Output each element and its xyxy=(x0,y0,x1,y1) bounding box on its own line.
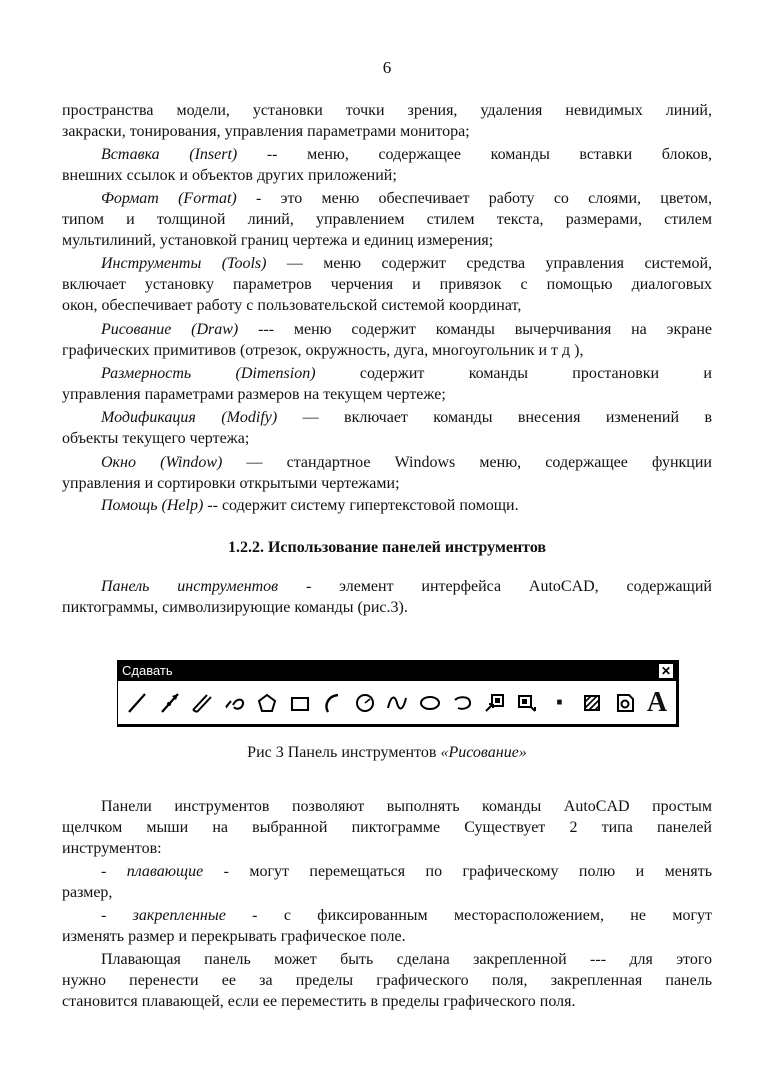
polygon-tool-button[interactable] xyxy=(252,688,282,718)
term-window: Окно (Window) xyxy=(101,454,223,471)
text-line: пиктограммы, символизирующие команды (рис.3). xyxy=(62,599,408,616)
text-line: нужно перенести ее за пределы графического поля, закрепленная панель xyxy=(62,972,712,989)
section-heading: 1.2.2. Использование панелей инструментов xyxy=(227,539,547,556)
arc-tool-button[interactable] xyxy=(317,688,347,718)
text-line: инструментов: xyxy=(62,840,162,857)
text-line: изменять размер и перекрывать графическое поле. xyxy=(62,928,406,945)
caption-prefix: Рис 3 Панель инструментов xyxy=(247,744,441,761)
text: — включает команды внесения изменений в xyxy=(277,409,712,426)
text-line: объекты текущего чертежа; xyxy=(62,430,250,447)
mline-icon xyxy=(190,691,214,715)
text: содержит команды простановки и xyxy=(315,365,712,382)
spline-icon xyxy=(385,691,409,715)
menu-format-line xyxy=(101,189,712,209)
line-icon xyxy=(125,691,149,715)
text: — стандартное Windows меню, содержащее функции xyxy=(222,454,712,471)
rectangle-icon xyxy=(288,691,312,715)
menu-modify-line xyxy=(101,408,712,428)
text: - элемент интерфейса AutoCAD, содержащий xyxy=(278,578,712,595)
hatch-tool-button[interactable] xyxy=(577,688,607,718)
text: - xyxy=(101,907,133,924)
menu-window-line xyxy=(101,453,712,473)
term-help: Помощь (Help) xyxy=(101,497,204,514)
text: - это меню обеспечивает работу со слоями, цветом, xyxy=(236,190,712,207)
close-icon[interactable]: ✕ xyxy=(660,664,672,678)
text-tool-button[interactable] xyxy=(642,688,672,718)
term-modify: Модификация (Modify) xyxy=(101,409,278,426)
make-block-icon xyxy=(515,691,539,715)
polyline-icon xyxy=(223,691,247,715)
text-line: Панели инструментов позволяют выполнять команды AutoCAD простым xyxy=(101,798,712,815)
text-line: мультилиний, установкой границ чертежа и единиц измерения; xyxy=(62,232,494,249)
point-tool-button[interactable] xyxy=(545,688,575,718)
draw-toolbar xyxy=(117,660,679,727)
text: - могут перемещаться по графическому полю и менять xyxy=(203,863,713,880)
text: -- содержит систему гипертекстовой помощи. xyxy=(203,497,519,514)
text-line: окон, обеспечивает работу с пользовательской системой координат, xyxy=(62,297,522,314)
caption-italic: «Рисование» xyxy=(440,744,527,761)
ellipse-icon xyxy=(418,691,442,715)
ellipse-arc-tool-button[interactable] xyxy=(447,688,477,718)
polyline-tool-button[interactable] xyxy=(220,688,250,718)
term-draw: Рисование (Draw) xyxy=(101,321,239,338)
text: - с фиксированным месторасположением, не могут xyxy=(225,907,712,924)
text: -- меню, содержащее команды вставки блоков, xyxy=(237,146,713,163)
region-icon xyxy=(613,691,637,715)
text-line: включает установку параметров черчения и привязок с помощью диалоговых xyxy=(62,276,712,293)
make-block-button[interactable] xyxy=(512,688,542,718)
term-format: Формат (Format) xyxy=(101,190,237,207)
term-docked: закрепленные xyxy=(132,907,226,924)
toolbar-title-bar[interactable] xyxy=(118,661,676,681)
term-tools: Инструменты (Tools) xyxy=(101,255,267,272)
toolbar-title: Сдавать xyxy=(122,663,173,678)
text-line: размер, xyxy=(62,884,113,901)
text-line: графических примитивов (отрезок, окружность, дуга, многоугольник и т д ), xyxy=(62,342,584,359)
term-insert: Вставка (Insert) xyxy=(101,146,238,163)
circle-tool-button[interactable] xyxy=(350,688,380,718)
region-tool-button[interactable] xyxy=(610,688,640,718)
text-line: Плавающая панель может быть сделана закрепленной --- для этого xyxy=(101,951,712,968)
text-line: закраски, тонирования, управления параметрами монитора; xyxy=(62,123,470,140)
insert-block-icon xyxy=(483,691,507,715)
multiline-tool-button[interactable] xyxy=(187,688,217,718)
text-line: становится плавающей, если ее переместить в пределы графического поля. xyxy=(62,993,576,1010)
insert-block-button[interactable] xyxy=(480,688,510,718)
ellipse-tool-button[interactable] xyxy=(415,688,445,718)
point-icon: · xyxy=(554,688,565,718)
arc-icon xyxy=(320,691,344,715)
spline-tool-button[interactable] xyxy=(382,688,412,718)
ellipse-arc-icon xyxy=(450,691,474,715)
docked-toolbars-line xyxy=(101,906,712,926)
text-line: пространства модели, установки точки зрения, удаления невидимых линий, xyxy=(62,102,712,119)
term-floating: плавающие xyxy=(126,863,204,880)
figure-caption xyxy=(0,744,774,762)
text: - xyxy=(101,863,127,880)
toolbar-definition-line xyxy=(101,577,712,597)
text-line: управления параметрами размеров на текущем чертеже; xyxy=(62,386,446,403)
text-line: типом и толщиной линий, управлением стилем текста, размерами, стилем xyxy=(62,211,712,228)
text: — меню содержит средства управления системой, xyxy=(266,255,713,272)
text: --- меню содержит команды вычерчивания на экране xyxy=(238,321,712,338)
polygon-icon xyxy=(255,691,279,715)
xline-icon xyxy=(158,691,182,715)
circle-icon xyxy=(353,691,377,715)
menu-tools-line xyxy=(101,254,712,274)
floating-toolbars-line xyxy=(101,862,712,882)
menu-dimension-line xyxy=(101,364,712,384)
menu-insert-line xyxy=(101,145,712,165)
text-line: внешних ссылок и объектов других приложений; xyxy=(62,167,397,184)
term-toolbar: Панель инструментов xyxy=(101,578,279,595)
line-tool-button[interactable] xyxy=(122,688,152,718)
page-number: 6 xyxy=(382,58,392,77)
menu-help-line xyxy=(101,496,519,516)
toolbar-buttons xyxy=(122,685,672,721)
construction-line-button[interactable] xyxy=(155,688,185,718)
text-line: управления и сортировки открытыми чертежами; xyxy=(62,475,400,492)
text-icon: A xyxy=(646,687,668,718)
menu-draw-line xyxy=(101,320,712,340)
term-dimension: Размерность (Dimension) xyxy=(101,365,316,382)
hatch-icon xyxy=(580,691,604,715)
text-line: щелчком мыши на выбранной пиктограмме Существует 2 типа панелей xyxy=(62,819,712,836)
rectangle-tool-button[interactable] xyxy=(285,688,315,718)
